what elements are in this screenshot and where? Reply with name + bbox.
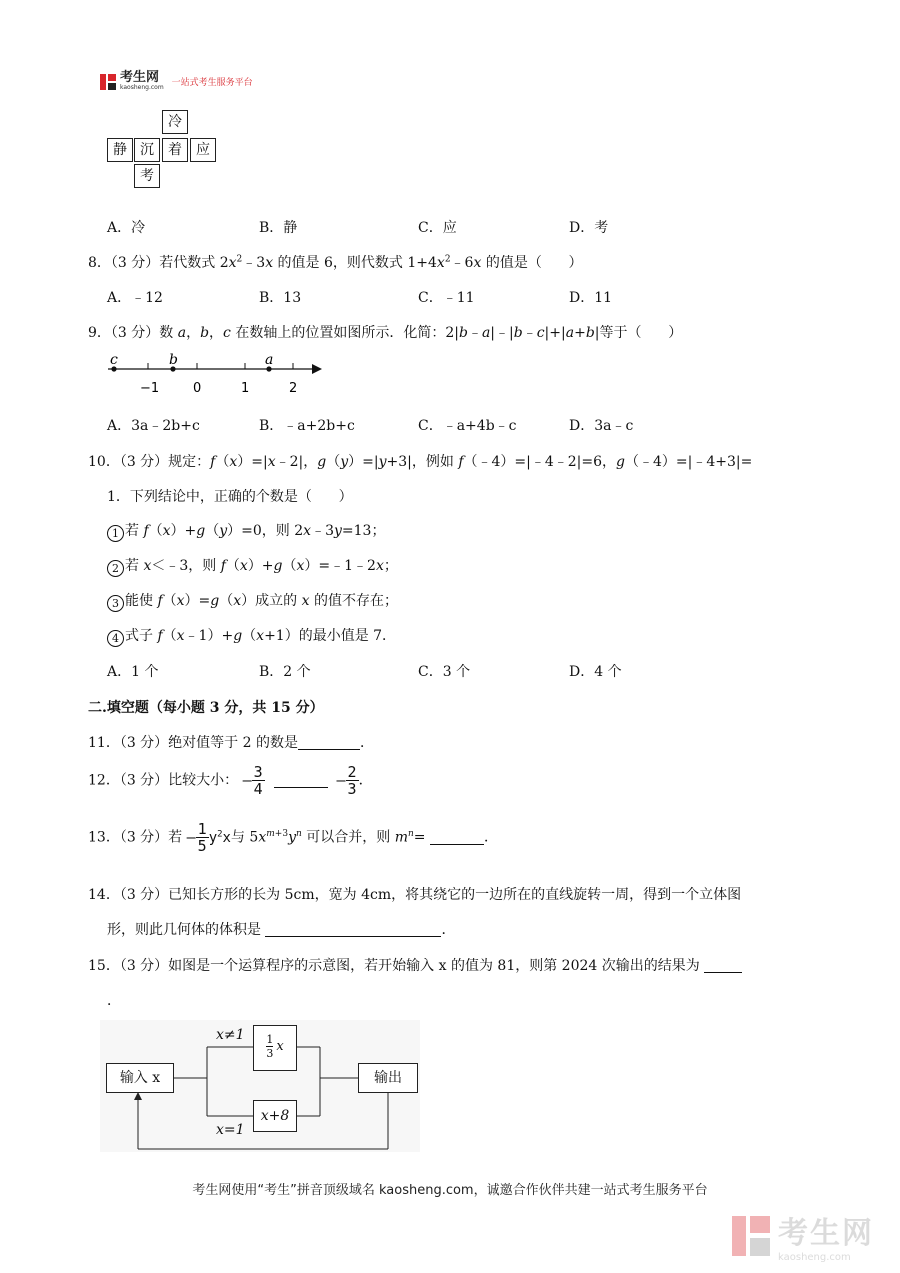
q10-stem-2: 1．下列结论中，正确的个数是（ ） <box>107 489 353 505</box>
flow-top-condition: x≠1 <box>216 1027 245 1043</box>
flow-input-box <box>106 1063 174 1093</box>
q14-text: 形，则此几何体的体积是 <box>107 922 261 938</box>
q15-line1 <box>88 955 742 975</box>
q15-text: 15．（3 分）如图是一个运算程序的示意图，若开始输入 x 的值为 81，则第 2024 次输出的结果为 <box>88 958 700 974</box>
flow-bottom-condition: x=1 <box>216 1122 245 1138</box>
q9-option-a: A．3a﹣2b+c <box>107 418 200 434</box>
cube-cell: 考 <box>134 164 160 188</box>
q9-stem: 9．（3 分）数 a，b，c 在数轴上的位置如图所示．化简：2|b﹣a|﹣|b﹣c|+|a+b|等于（ ） <box>88 325 683 341</box>
cube-cell: 着 <box>162 138 188 162</box>
q15-period: ． <box>107 993 121 1009</box>
flow-top-box: 1 3 x <box>253 1025 297 1071</box>
footer-text: 考生网使用“考生”拼音顶级域名 kaosheng.com，诚邀合作伙伴共建一站式考生服务平台 <box>192 1183 708 1198</box>
logo-name: 考生网 <box>120 70 160 85</box>
q8-option-d: D．11 <box>569 290 613 306</box>
q15-answer-blank[interactable] <box>704 958 742 973</box>
logo-domain: kaosheng.com <box>120 84 164 91</box>
q12-text: 12．（3 分）比较大小： <box>88 772 239 789</box>
cube-cell: 应 <box>190 138 216 162</box>
cube-cell: 沉 <box>134 138 160 162</box>
q8-option-b: B．13 <box>259 290 302 306</box>
q14-line1: 14．（3 分）已知长方形的长为 5cm，宽为 4cm，将其绕它的一边所在的直线旋转一周，得到一个立体图 <box>88 887 742 903</box>
q12-stem: 12．（3 分）比较大小： – $\frac{3}{4}$ – $\frac{2}{3}$ ． <box>88 763 373 798</box>
q12-answer-blank[interactable] <box>274 773 328 788</box>
flow-input-label: 输入 x <box>119 1070 161 1086</box>
q9-number-line <box>100 350 330 398</box>
tick-label: 0 <box>193 381 202 396</box>
q10-item-3: 3 能使 f（x）=g（x）成立的 x 的值不存在； <box>107 590 398 612</box>
q13-answer-blank[interactable] <box>430 830 484 845</box>
label-a: a <box>265 352 274 368</box>
q8-stem: 8．（3 分）若代数式 $2x^2﹣3x$ 的值是 6，则代数式 $1+4x^2﹣6x$ 的值是（ ） <box>88 254 583 271</box>
fraction-neg-3-4: – $\frac{3}{4}$ <box>242 763 263 798</box>
cube-cell: 冷 <box>162 110 188 134</box>
watermark-logo-icon <box>732 1216 772 1256</box>
header-logo <box>100 72 253 91</box>
q10-item-4: 4 式子 f（x﹣1）+g（x+1）的最小值是 7． <box>107 625 396 647</box>
q14-line2: 形，则此几何体的体积是 ． <box>107 922 456 938</box>
q7-option-a: A．冷 <box>107 220 146 236</box>
section2-title: 二.填空题（每小题 3 分，共 15 分） <box>88 700 324 716</box>
q13-text: 13．（3 分）若 <box>88 829 183 846</box>
q9-option-d: D．3a﹣c <box>569 418 634 434</box>
q13-stem: 13．（3 分）若 – $\frac{1}{5}$ $y^2x$与 $5x^{m+3}y^n$ 可以合并，则 $m^n=$ ． <box>88 820 498 855</box>
logo-icon <box>100 74 116 90</box>
q11-text: 11．（3 分）绝对值等于 2 的数是 <box>88 735 298 751</box>
q10-option-c: C．3 个 <box>418 664 471 680</box>
flow-bottom-box <box>253 1100 297 1132</box>
q8-option-a: A．﹣12 <box>107 290 163 306</box>
tick-label: −1 <box>140 381 160 396</box>
q10-option-d: D．4 个 <box>569 664 622 680</box>
q15-flowchart <box>100 1020 420 1152</box>
q8-prefix: 8．（3 分）若代数式 2 <box>88 255 229 271</box>
flow-bottom-op: x+8 <box>260 1108 290 1124</box>
flow-output-box <box>358 1063 418 1093</box>
q11-stem: 11．（3 分）绝对值等于 2 的数是 ． <box>88 735 374 751</box>
fraction-neg-2-3: – $\frac{2}{3}$ <box>336 763 357 798</box>
tick-label: 2 <box>289 381 298 396</box>
q10-item-1: 1 若 f（x）+g（y）=0，则 2x﹣3y=13； <box>107 520 385 542</box>
q10-stem: 10．（3 分）规定：f（x）=|x﹣2|，g（y）=|y+3|，例如 f（﹣4）=|﹣4﹣2|=6，g（﹣4）=|﹣4+3|= <box>88 454 753 470</box>
label-b: b <box>169 352 178 368</box>
q9-prefix: 9．（3 分）数 <box>88 325 174 341</box>
q9-option-c: C．﹣a+4b﹣c <box>418 418 517 434</box>
q9-option-b: B．﹣a+2b+c <box>259 418 355 434</box>
label-c: c <box>110 352 118 368</box>
watermark <box>732 1208 874 1263</box>
q7-option-c: C．应 <box>418 220 457 236</box>
logo-slogan: 一站式考生服务平台 <box>171 78 253 88</box>
flow-output-label: 输出 <box>374 1070 402 1086</box>
cube-cell: 静 <box>107 138 133 162</box>
fraction-neg-1-5: – $\frac{1}{5}$ <box>186 820 207 855</box>
q8-option-c: C．﹣11 <box>418 290 475 306</box>
q10-option-b: B．2 个 <box>259 664 311 680</box>
q11-answer-blank[interactable] <box>298 735 360 750</box>
watermark-domain: kaosheng.com <box>778 1252 851 1263</box>
q10-item-2: 2 若 x＜﹣3，则 f（x）+g（x）=﹣1﹣2x； <box>107 555 398 577</box>
q7-option-d: D．考 <box>569 220 609 236</box>
q14-answer-blank[interactable] <box>265 922 441 937</box>
tick-label: 1 <box>241 381 250 396</box>
q7-option-b: B．静 <box>259 220 298 236</box>
watermark-text: 考生网 <box>778 1216 874 1251</box>
q10-option-a: A．1 个 <box>107 664 159 680</box>
